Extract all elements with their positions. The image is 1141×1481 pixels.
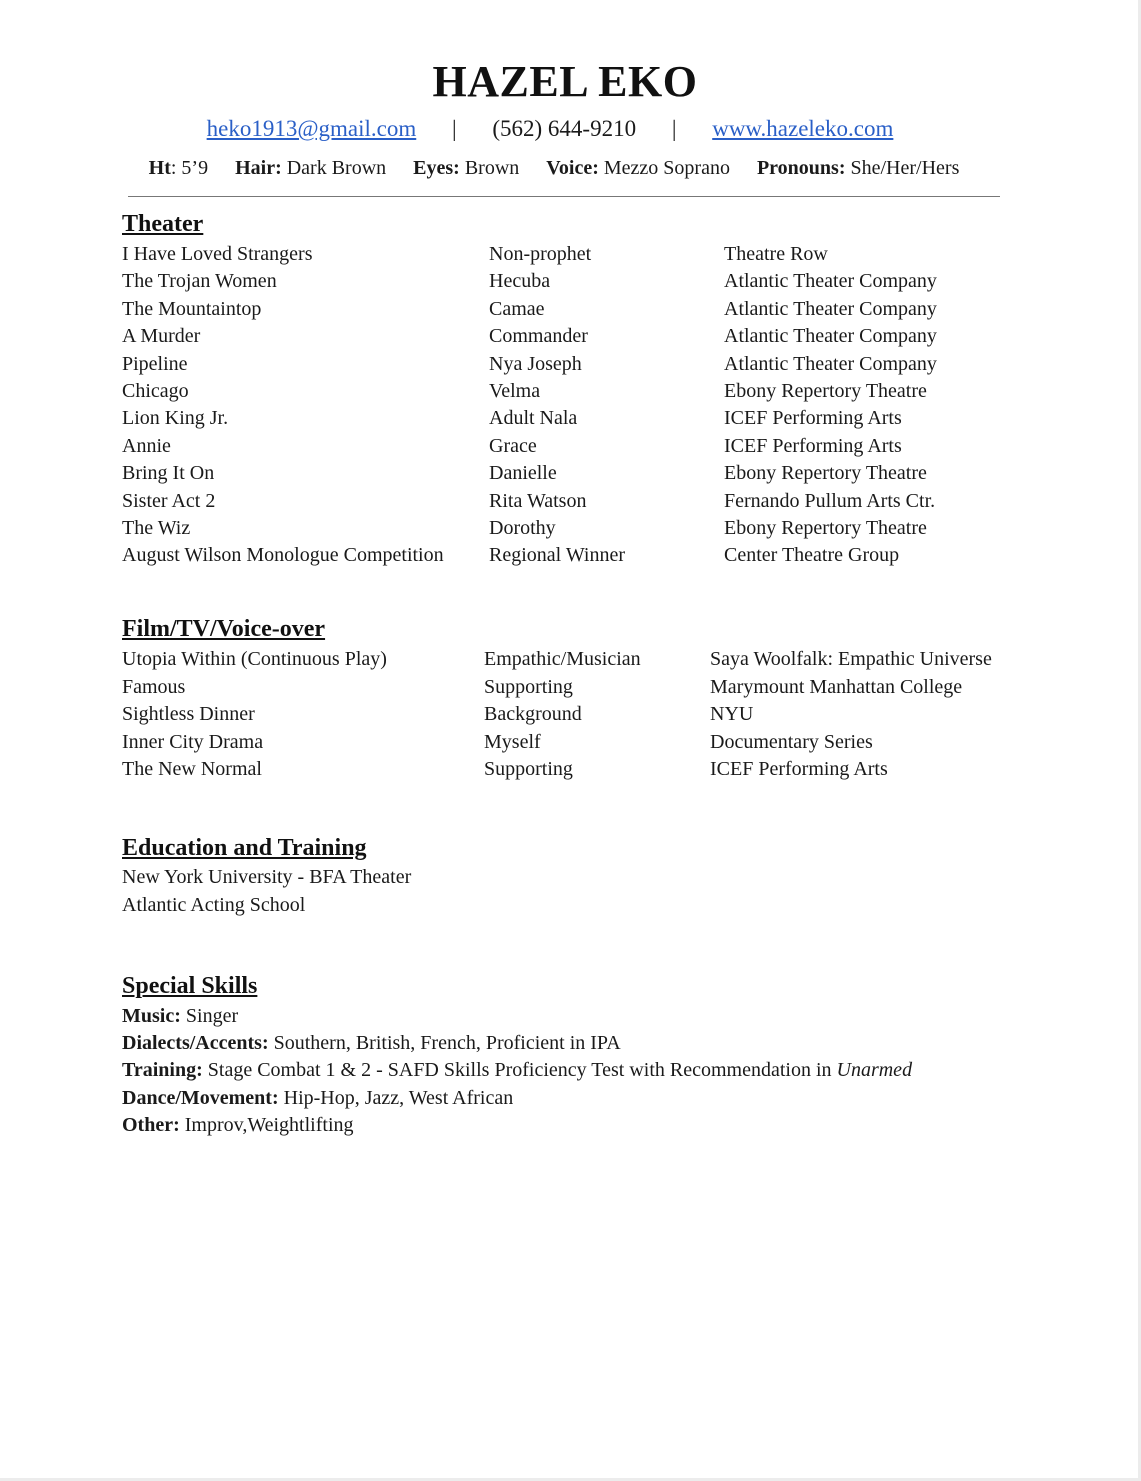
theater-production: A Murder — [122, 325, 201, 348]
theater-role: Camae — [489, 297, 545, 320]
film-row — [0, 758, 1130, 785]
film-production: Sightless Dinner — [122, 703, 255, 725]
theater-role: Velma — [489, 380, 541, 402]
film-company: ICEF Performing Arts — [710, 758, 888, 780]
education-item: New York University - BFA Theater — [122, 866, 412, 888]
theater-role: Nya Joseph — [489, 352, 582, 375]
theater-production: I Have Loved Strangers — [122, 243, 313, 265]
theater-row — [0, 490, 1130, 517]
film-production: The New Normal — [122, 758, 262, 780]
film-role: Supporting — [484, 675, 573, 698]
film-row — [0, 648, 1130, 675]
theater-row — [0, 353, 1130, 380]
stat-height: Ht: 5’9 — [148, 157, 209, 179]
theater-production: The Trojan Women — [122, 270, 277, 293]
film-row — [0, 731, 1130, 758]
theater-row — [0, 435, 1130, 462]
header-divider — [128, 196, 1000, 197]
theater-production: August Wilson Monologue Competition — [122, 544, 444, 567]
film-production: Inner City Drama — [122, 730, 264, 753]
stat-hair: Hair: Dark Brown — [235, 157, 387, 179]
theater-row — [0, 380, 1130, 407]
stat-voice: Voice: Mezzo Soprano — [546, 157, 730, 179]
section-title-education: Education and Training — [122, 835, 367, 861]
theater-company: Atlantic Theater Company — [724, 325, 937, 348]
section-title-skills: Special Skills — [122, 973, 258, 999]
education-item: Atlantic Acting School — [122, 894, 306, 916]
theater-company: Theatre Row — [724, 243, 828, 265]
theater-row — [0, 325, 1130, 352]
theater-row — [0, 462, 1130, 489]
contact-separator: | — [452, 116, 457, 141]
film-production: Famous — [122, 675, 186, 698]
theater-row — [0, 544, 1130, 571]
film-role: Supporting — [484, 758, 573, 780]
film-company: NYU — [710, 703, 754, 725]
theater-production: Annie — [122, 434, 171, 457]
theater-production: Pipeline — [122, 352, 188, 375]
theater-role: Commander — [489, 325, 588, 348]
theater-company: Ebony Repertory Theatre — [724, 517, 927, 539]
theater-role: Non-prophet — [489, 243, 592, 265]
stat-pronouns: Pronouns: She/Her/Hers — [756, 157, 960, 179]
theater-role: Dorothy — [489, 517, 556, 539]
film-company: Marymount Manhattan College — [710, 675, 963, 698]
resume-name: HAZEL EKO — [432, 57, 698, 106]
skill-dialects: Dialects/Accents: Southern, British, French, Proficient in IPA — [122, 1032, 621, 1054]
theater-company: Center Theatre Group — [724, 544, 900, 567]
theater-company: Atlantic Theater Company — [724, 352, 937, 375]
theater-production: The Mountaintop — [122, 297, 262, 320]
film-role: Empathic/Musician — [484, 648, 641, 670]
theater-company: Ebony Repertory Theatre — [724, 380, 927, 402]
theater-company: Atlantic Theater Company — [724, 270, 937, 293]
theater-row — [0, 517, 1130, 544]
theater-row — [0, 270, 1130, 297]
theater-company: ICEF Performing Arts — [724, 434, 902, 457]
contact-line — [0, 116, 1100, 142]
section-title-film: Film/TV/Voice-over — [122, 616, 326, 642]
film-role: Myself — [484, 730, 541, 753]
theater-production: Bring It On — [122, 462, 215, 485]
film-company: Saya Woolfalk: Empathic Universe — [710, 648, 992, 670]
contact-separator: | — [671, 116, 677, 141]
skill-other: Other: Improv,Weightlifting — [122, 1114, 354, 1136]
theater-company: Atlantic Theater Company — [724, 297, 937, 320]
theater-production: Sister Act 2 — [122, 489, 216, 512]
film-role: Background — [484, 703, 582, 725]
theater-role: Rita Watson — [489, 489, 587, 512]
theater-company: Fernando Pullum Arts Ctr. — [724, 489, 936, 512]
theater-role: Grace — [489, 434, 537, 457]
email-link[interactable]: heko1913@gmail.com — [206, 116, 417, 141]
theater-company: ICEF Performing Arts — [724, 407, 902, 430]
theater-production: Lion King Jr. — [122, 407, 229, 430]
film-row — [0, 703, 1130, 730]
film-company: Documentary Series — [710, 730, 873, 753]
theater-company: Ebony Repertory Theatre — [724, 462, 927, 485]
skill-music: Music: Singer — [122, 1005, 239, 1027]
film-production: Utopia Within (Continuous Play) — [122, 648, 387, 670]
skill-training: Training: Stage Combat 1 & 2 - SAFD Skills Proficiency Test with Recommendation in Unarmed — [122, 1059, 913, 1081]
phone-number: (562) 644-9210 — [492, 116, 637, 141]
theater-role: Adult Nala — [489, 407, 578, 430]
theater-role: Danielle — [489, 462, 557, 485]
website-link[interactable]: www.hazeleko.com — [712, 116, 894, 141]
theater-row — [0, 243, 1130, 270]
theater-production: The Wiz — [122, 517, 191, 539]
section-title-theater: Theater — [122, 211, 204, 237]
theater-production: Chicago — [122, 380, 189, 402]
theater-row — [0, 407, 1130, 434]
stats-line — [0, 157, 1108, 180]
theater-row — [0, 298, 1130, 325]
film-row — [0, 676, 1130, 703]
skill-dance: Dance/Movement: Hip-Hop, Jazz, West African — [122, 1087, 514, 1109]
stat-eyes: Eyes: Brown — [413, 157, 520, 179]
theater-role: Hecuba — [489, 270, 551, 293]
theater-role: Regional Winner — [489, 544, 626, 567]
